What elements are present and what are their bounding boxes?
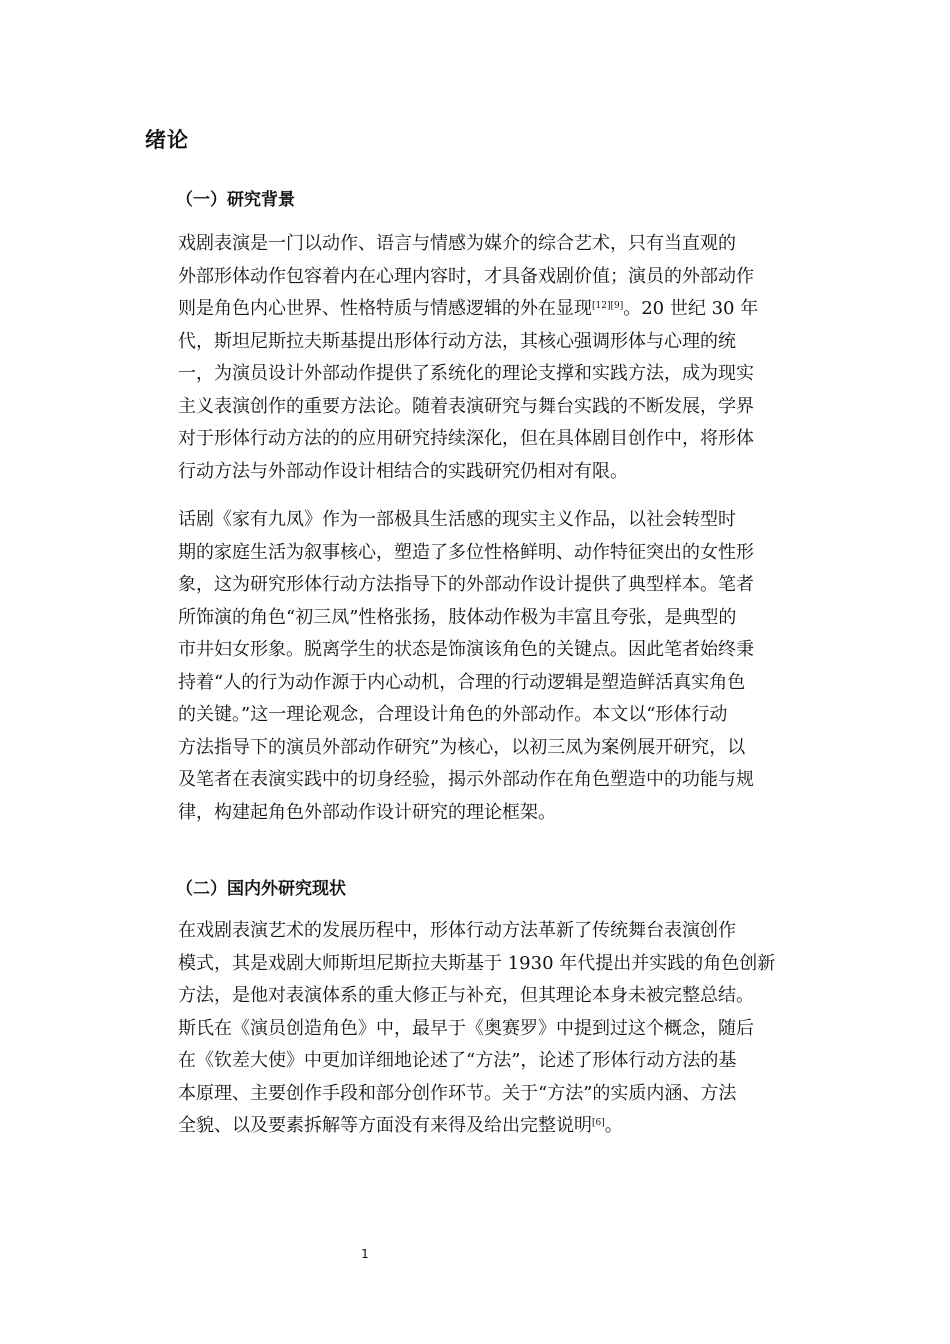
- text-line: 模式，其是戏剧大师斯坦尼斯拉夫斯基于 1930 年代提出并实践的角色创新: [178, 952, 776, 974]
- text-line: 期的家庭生活为叙事核心，塑造了多位性格鲜明、动作特征突出的女性形: [178, 541, 754, 563]
- text-line: 方法，是他对表演体系的重大修正与补充，但其理论本身未被完整总结。: [178, 985, 754, 1006]
- text-line: 的关键。”这一理论观念，合理设计角色的外部动作。本文以“形体行动: [178, 704, 728, 725]
- text-line: 持着“人的行为动作源于内心动机，合理的行动逻辑是塑造鲜活真实角色: [178, 671, 746, 693]
- paragraph-research-status-1: [178, 915, 798, 1143]
- text-segment: 全貌、以及要素拆解等方面没有来得及给出完整说明: [178, 1115, 592, 1136]
- text-line: [178, 293, 798, 326]
- text-line: 方法指导下的演员外部动作研究”为核心，以初三凤为案例展开研究，以: [178, 736, 746, 758]
- text-line: 代，斯坦尼斯拉夫斯基提出形体行动方法，其核心强调形体与心理的统: [178, 330, 736, 352]
- text-line: 所饰演的角色“初三凤”性格张扬，肢体动作极为丰富且夸张，是典型的: [178, 606, 737, 628]
- section-heading-research-background: （一）研究背景: [176, 190, 295, 210]
- text-line: 话剧《家有九凤》作为一部极具生活感的现实主义作品，以社会转型时: [178, 509, 736, 530]
- text-line: 戏剧表演是一门以动作、语言与情感为媒介的综合艺术，只有当直观的: [178, 233, 736, 254]
- text-line: 本原理、主要创作手段和部分创作环节。关于“方法”的实质内涵、方法: [178, 1082, 737, 1104]
- text-line: 及笔者在表演实践中的切身经验，揭示外部动作在角色塑造中的功能与规: [178, 769, 754, 790]
- text-line: 行动方法与外部动作设计相结合的实践研究仍相对有限。: [178, 460, 628, 482]
- text-line: 在戏剧表演艺术的发展历程中，形体行动方法革新了传统舞台表演创作: [178, 920, 736, 941]
- citation-reference: [6]: [592, 1118, 605, 1128]
- text-line: 市井妇女形象。脱离学生的状态是饰演该角色的关键点。因此笔者始终秉: [178, 639, 754, 660]
- text-segment: 。20 世纪 30 年: [623, 298, 759, 319]
- text-line: 主义表演创作的重要方法论。随着表演研究与舞台实践的不断发展，学界: [178, 395, 754, 417]
- paragraph-background-1: [178, 228, 798, 488]
- text-line: [178, 1110, 798, 1143]
- text-line: 外部形体动作包容着内在心理内容时，才具备戏剧价值；演员的外部动作: [178, 265, 754, 287]
- chapter-title: 绪论: [145, 128, 189, 152]
- text-line: 对于形体行动方法的的应用研究持续深化，但在具体剧目创作中，将形体: [178, 428, 754, 449]
- text-line: 一，为演员设计外部动作提供了系统化的理论支撑和实践方法，成为现实: [178, 363, 754, 384]
- text-segment: 。: [604, 1115, 623, 1136]
- citation-reference: [12][9]: [592, 301, 624, 311]
- text-segment: 则是角色内心世界、性格特质与情感逻辑的外在显现: [178, 298, 592, 319]
- text-line: 斯氏在《演员创造角色》中，最早于《奥赛罗》中提到过这个概念，随后: [178, 1017, 754, 1039]
- page-number: 1: [361, 1247, 369, 1261]
- text-line: 律，构建起角色外部动作设计研究的理论框架。: [178, 801, 556, 823]
- paragraph-background-2: [178, 504, 798, 829]
- section-heading-research-status: （二）国内外研究现状: [176, 879, 346, 899]
- text-line: 象，这为研究形体行动方法指导下的外部动作设计提供了典型样本。笔者: [178, 574, 754, 595]
- text-line: 在《钦差大使》中更加详细地论述了“方法”，论述了形体行动方法的基: [178, 1050, 737, 1071]
